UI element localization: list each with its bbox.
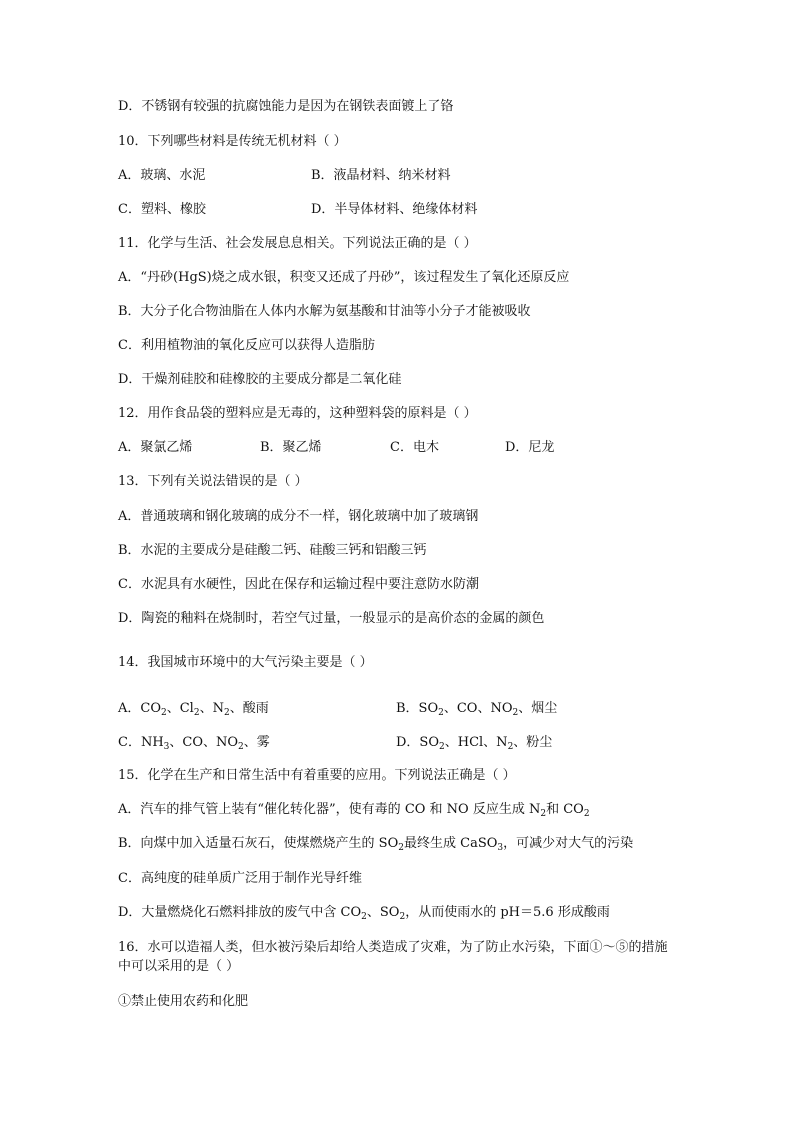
option-10b: B．液晶材料、纳米材料: [311, 168, 451, 183]
option-9d: D．不锈钢有较强的抗腐蚀能力是因为在钢铁表面镀上了铬: [118, 99, 454, 114]
question-10: 10．下列哪些材料是传统无机材料（ ）: [118, 134, 347, 149]
question-14: 14．我国城市环境中的大气污染主要是（ ）: [118, 655, 373, 670]
measure-1: ①禁止使用农药和化肥: [118, 994, 249, 1009]
option-11c: C．利用植物油的氧化反应可以获得人造脂肪: [118, 338, 375, 353]
option-13b: B．水泥的主要成分是硅酸二钙、硅酸三钙和铝酸三钙: [118, 543, 427, 558]
option-10a: A．玻璃、水泥: [118, 168, 206, 183]
option-13a: A．普通玻璃和钢化玻璃的成分不一样，钢化玻璃中加了玻璃钢: [118, 509, 479, 524]
option-12a: A．聚氯乙烯: [118, 440, 193, 455]
option-15b: B．向煤中加入适量石灰石，使煤燃烧产生的 $SO_2$最终生成 CaSO$_3$，可减少对大气的污染: [118, 836, 634, 853]
question-16: 16．水可以造福人类，但水被污染后却给人类造成了灾难，为了防止水污染，下面①～⑤的措施中可以采用的是（ ）: [118, 940, 668, 974]
option-10c: C．塑料、橡胶: [118, 202, 206, 217]
option-13d: D．陶瓷的釉料在烧制时，若空气过量，一般显示的是高价态的金属的颜色: [118, 611, 545, 626]
option-10d: D．半导体材料、绝缘体材料: [311, 202, 478, 217]
option-14c: C．$NH_3$、CO、$NO_2$、雾: [118, 735, 270, 752]
option-11d: D．干燥剂硅胶和硅橡胶的主要成分都是二氧化硅: [118, 372, 402, 387]
option-11a: A．“丹砂(HgS)烧之成水银，积变又还成了丹砂”，该过程发生了氧化还原反应: [118, 270, 570, 285]
option-12c: C．电木: [390, 440, 439, 455]
option-14d: D．$SO_2$、HCl、$N_2$、粉尘: [396, 735, 553, 752]
option-11b: B．大分子化合物油脂在人体内水解为氨基酸和甘油等小分子才能被吸收: [118, 304, 531, 319]
question-13: 13．下列有关说法错误的是（ ）: [118, 474, 308, 489]
question-12: 12．用作食品袋的塑料应是无毒的，这种塑料袋的原料是（ ）: [118, 406, 477, 421]
option-15c: C．高纯度的硅单质广泛用于制作光导纤维: [118, 871, 362, 886]
option-14a: A．$CO_2$、$Cl_2$、$N_2$、酸雨: [118, 701, 269, 718]
option-15d: D．大量燃烧化石燃料排放的废气中含 $CO_2$、$SO_2$，从而使雨水的 pH＝5.6 形成酸雨: [118, 905, 610, 922]
option-14b: B．$SO_2$、CO、$NO_2$、烟尘: [396, 701, 558, 718]
question-15: 15．化学在生产和日常生活中有着重要的应用。下列说法正确是（ ）: [118, 768, 516, 783]
option-13c: C．水泥具有水硬性，因此在保存和运输过程中要注意防水防潮: [118, 577, 479, 592]
option-12d: D．尼龙: [505, 440, 555, 455]
option-12b: B．聚乙烯: [260, 440, 322, 455]
question-11: 11．化学与生活、社会发展息息相关。下列说法正确的是（ ）: [118, 236, 477, 251]
option-15a: A．汽车的排气管上装有“催化转化器”，使有毒的 CO 和 NO 反应生成 $N_2$和 $CO_2$: [118, 802, 590, 819]
